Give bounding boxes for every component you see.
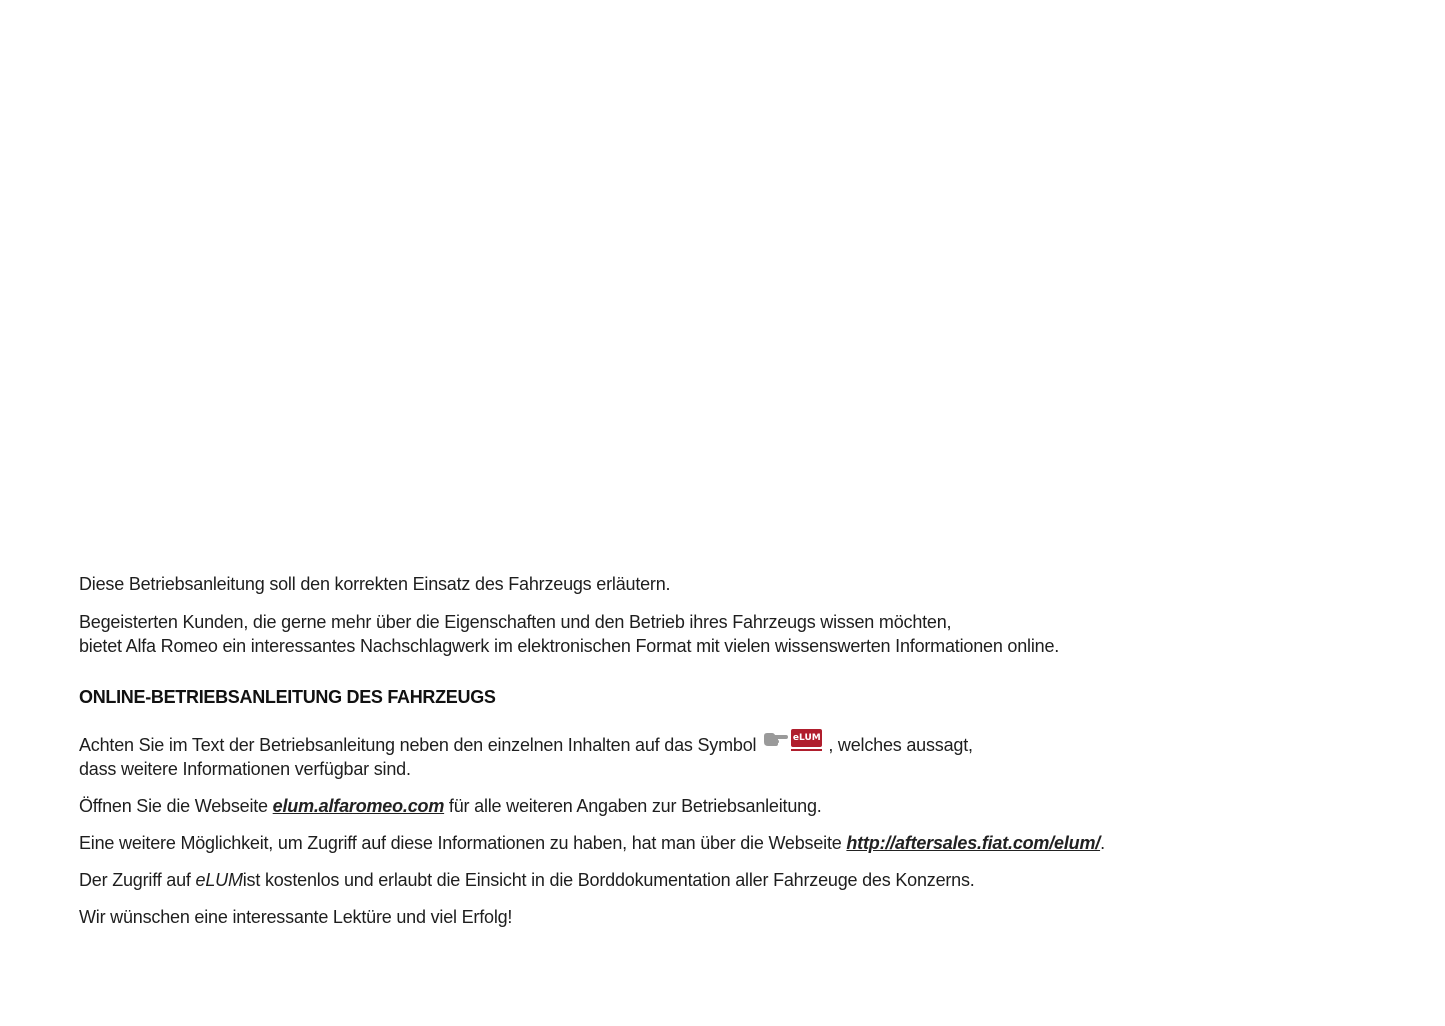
elum-term: eLUM [195,870,243,890]
elum-symbol [762,729,824,753]
elum-badge: eLUM [791,729,822,747]
closing-paragraph: Wir wünschen eine interessante Lektüre und viel Erfolg! [79,907,513,927]
manual-intro-section [79,572,1379,942]
access-paragraph-before: Der Zugriff auf [79,870,191,890]
elum-alfaromeo-link[interactable]: elum.alfaromeo.com [272,796,445,816]
aftersales-fiat-link[interactable]: http://aftersales.fiat.com/elum/ [846,833,1101,853]
access-paragraph [79,868,1379,892]
access-paragraph-after: ist kostenlos und erlaubt die Einsicht in die Borddokumentation aller Fahrzeuge des Konzerns. [242,870,975,890]
symbol-paragraph [79,729,1379,781]
intro-paragraph: Diese Betriebsanleitung soll den korrekten Einsatz des Fahrzeugs erläutern. [79,574,671,594]
website-paragraph-after: für alle weiteren Angaben zur Betriebsanleitung. [444,796,822,816]
alternative-paragraph [79,831,1379,855]
elum-badge-underline [791,749,822,751]
symbol-paragraph-after: , welches aussagt, [828,735,973,755]
alternative-paragraph-after: . [1100,833,1105,853]
customer-paragraph-line-2: bietet Alfa Romeo ein interessantes Nachschlagwerk im elektronischen Format mit vielen wissenswerten Informationen online. [79,636,1060,656]
website-paragraph [79,794,1379,818]
customer-paragraph [79,610,1379,658]
section-heading: ONLINE-BETRIEBSANLEITUNG DES FAHRZEUGS [79,687,496,707]
customer-paragraph-line-1: Begeisterten Kunden, die gerne mehr über die Eigenschaften und den Betrieb ihres Fahrzeugs wissen möchten, [79,612,952,632]
alternative-paragraph-before: Eine weitere Möglichkeit, um Zugriff auf diese Informationen zu haben, hat man über die Webseite [79,833,842,853]
symbol-paragraph-before: Achten Sie im Text der Betriebsanleitung neben den einzelnen Inhalten auf das Symbol [79,735,757,755]
pointing-hand-icon [762,732,788,748]
symbol-paragraph-line-2: dass weitere Informationen verfügbar sind. [79,759,411,779]
website-paragraph-before: Öffnen Sie die Webseite [79,796,268,816]
